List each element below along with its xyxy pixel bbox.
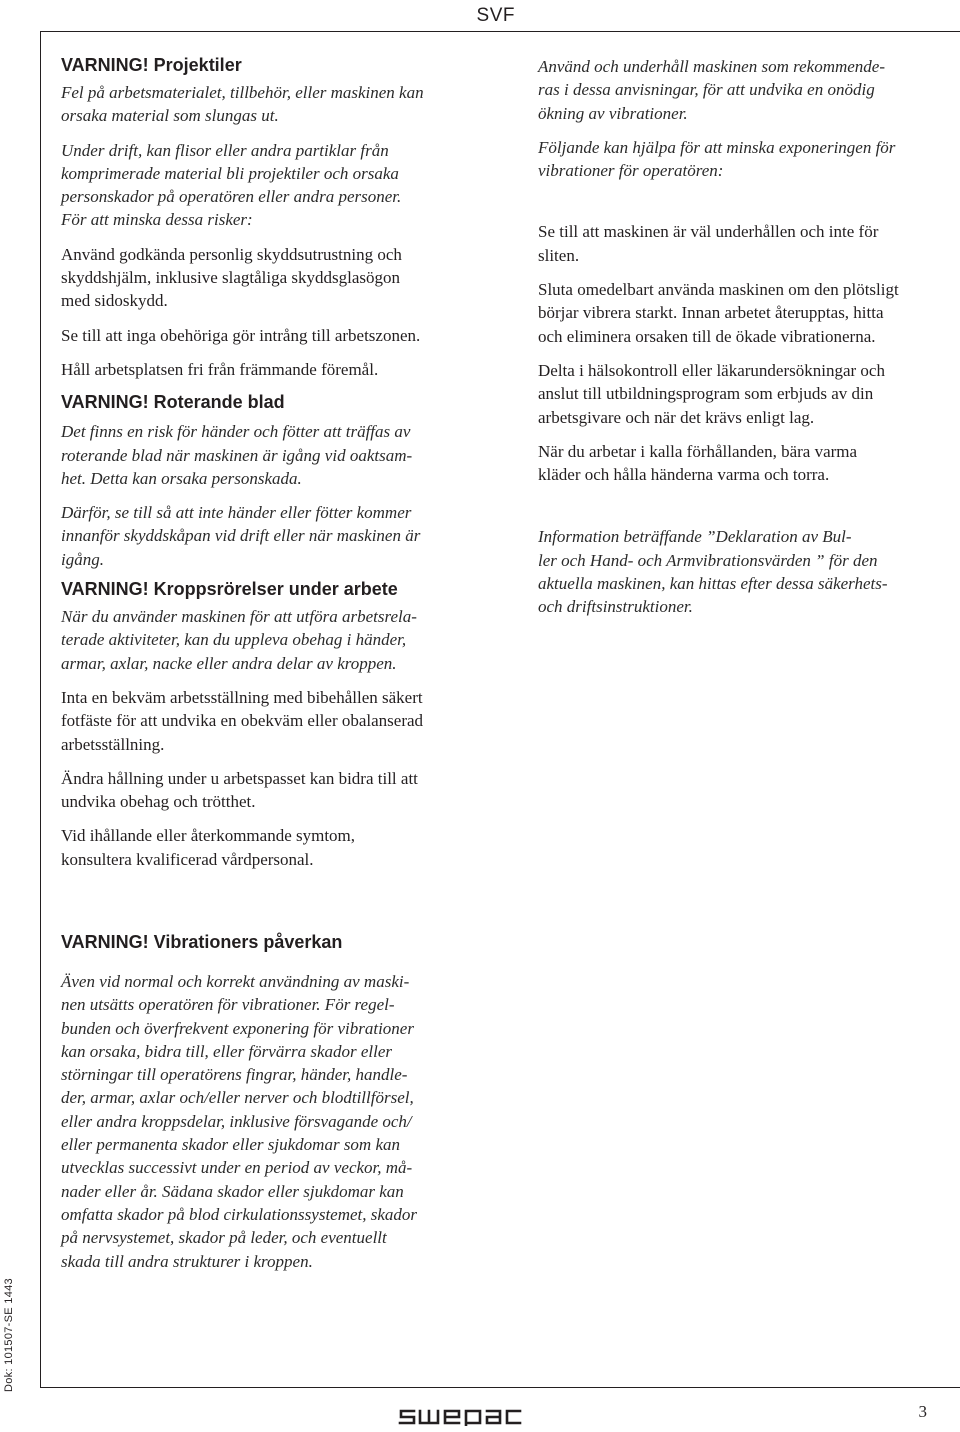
rotating-blade-heading: VARNING! Roterande blad <box>61 392 285 413</box>
body-movements-posture: Inta en bekväm arbetsställning med bibehållen säkert fotfäste för att undvika en obekväm eller obalanserad arbetsställning. <box>61 687 424 754</box>
body-movements-section <box>61 577 486 871</box>
top-rule <box>40 31 960 32</box>
vibration-tip-maintained: Se till att maskinen är väl underhållen och inte för sliten. <box>538 222 879 265</box>
bottom-rule <box>40 1387 960 1388</box>
vibrations-column <box>61 930 486 1273</box>
right-column <box>538 55 960 619</box>
projectiles-ppe: Använd godkända personlig skyddsutrustning och skyddshjälm, inklusive slagtåliga skyddsglasögon med sidoskydd. <box>61 244 402 311</box>
body-movements-change: Ändra hållning under u arbetspasset kan bidra till att undvika obehag och trötthet. <box>61 768 418 812</box>
vibrations-section <box>61 930 486 1273</box>
body-movements-discomfort: När du använder maskinen för att utföra arbetsrela- terade aktiviteter, kan du uppleva obehag i händer, armar, axlar, nacke eller andra delar av kroppen. <box>61 607 417 673</box>
vibrations-heading: VARNING! Vibrationers påverkan <box>61 932 343 952</box>
left-column <box>61 53 486 871</box>
body-movements-heading: VARNING! Kroppsrörelser under arbete <box>61 579 398 600</box>
rotating-blade-guard: Därför, se till så att inte händer eller fötter kommer innanför skyddskåpan vid drift eller när maskinen är igång. <box>61 503 421 569</box>
vibrations-text: Även vid normal och korrekt användning av maski- nen utsätts operatören för vibrationer. För regel- bunden och överfrekvent exponering för vibrationer kan orsaka, bidra till, eller förvärra skador eller störningar till operatörens fingrar, händer, handle- der, armar, axlar och/eller nerver och blodtillförsel, eller andra kroppsdelar, inklusive försvagande och/ eller permanenta skador eller sjukdomar som kan utvecklas successivt under en period av veckor, må- nader eller år. Sädana skador eller sjukdomar kan omfatta skador på blod cirkulationssystemet, skador på nervsystemet, skador på leder, och eventuellt skada till andra strukturer i kroppen. <box>61 972 418 1271</box>
vibration-tip-stop: Sluta omedelbart använda maskinen om den plötsligt börjar vibrera starkt. Innan arbetet återupptas, hitta och eliminera orsaken till de ökade vibrationerna. <box>538 280 899 346</box>
vibration-declaration-info: Information beträffande ”Deklaration av Bul- ler och Hand- och Armvibrationsvärden ” för den aktuella maskinen, kan hittas efter dessa säkerhets- och driftsinstruktioner. <box>538 527 888 617</box>
rotating-blade-section <box>61 390 486 571</box>
vibration-tip-health: Delta i hälsokontroll eller läkarundersökningar och anslut till utbildningsprogram som erbjuds av din arbetsgivare och när det krävs enligt lag. <box>538 360 885 427</box>
vibration-tip-cold: När du arbetar i kalla förhållanden, bära varma kläder och hålla händerna varma och torra. <box>538 441 858 485</box>
projectiles-workzone: Se till att inga obehöriga gör intrång till arbetszonen. <box>61 325 421 345</box>
body-movements-consult: Vid ihållande eller återkommande symtom, konsultera kvalificerad vårdpersonal. <box>61 826 356 869</box>
page-number: 3 <box>918 1402 927 1421</box>
rotating-blade-risk: Det finns en risk för händer och fötter att träffas av roterande blad när maskinen är igång vid oaktsam- het. Detta kan orsaka personskada. <box>61 422 413 488</box>
projectiles-section <box>61 53 486 381</box>
left-rule <box>40 31 41 1387</box>
document-id: Dok: 101507-SE 1443 <box>3 1278 15 1392</box>
vibration-reduction-intro: Följande kan hjälpa för att minska exponeringen för vibrationer för operatören: <box>538 137 896 181</box>
projectiles-heading: VARNING! Projektiler <box>61 55 242 75</box>
vibration-maintenance: Använd och underhåll maskinen som rekommende- ras i dessa anvisningar, för att undvika en onödig ökning av vibrationer. <box>538 57 886 123</box>
swepac-logo <box>398 1408 522 1426</box>
language-code: SVF <box>476 5 515 26</box>
projectiles-drift: Under drift, kan flisor eller andra partiklar från komprimerade material bli projektiler och orsaka personskador på operatören eller andra personer. För att minska dessa risker: <box>61 140 402 230</box>
projectiles-intro: Fel på arbetsmaterialet, tillbehör, eller maskinen kan orsaka material som slungas ut. <box>61 83 424 126</box>
projectiles-workplace: Håll arbetsplatsen fri från främmande föremål. <box>61 359 379 379</box>
